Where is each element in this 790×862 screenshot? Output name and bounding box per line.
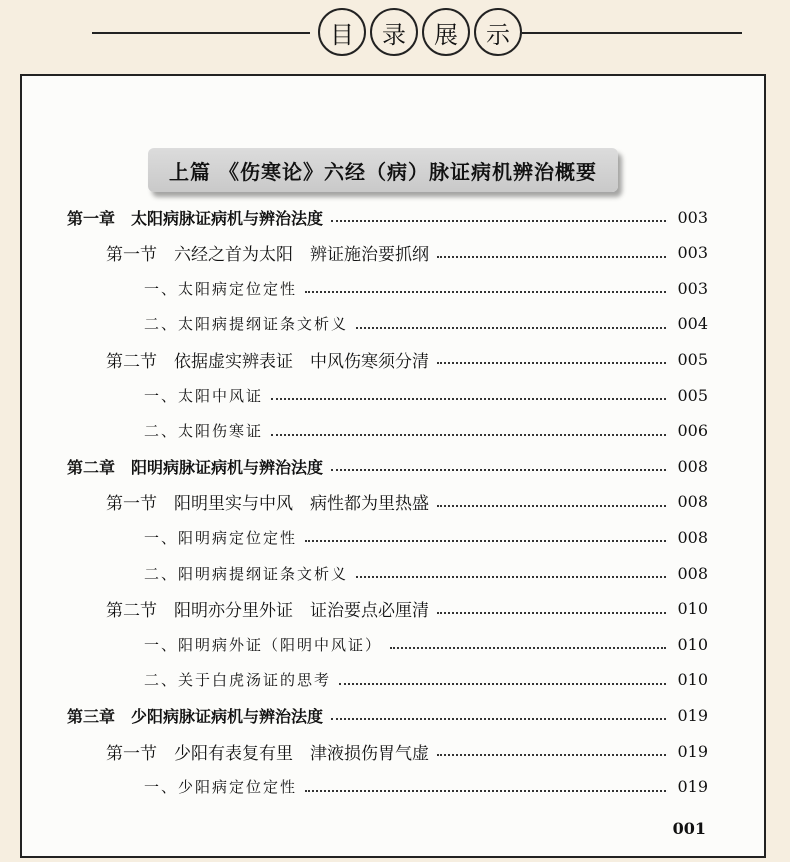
dot-leader	[437, 505, 666, 507]
toc-entry-page: 008	[677, 456, 708, 476]
toc-entry-page: 019	[677, 777, 708, 797]
toc-entry-label: 第二节 依据虚实辨表证 中风伤寒须分清	[106, 351, 429, 372]
part-title: 上篇 《伤寒论》六经（病）脉证病机辨治概要	[148, 148, 618, 192]
banner-char: 录	[370, 8, 418, 56]
page-number: 001	[672, 819, 706, 838]
toc-entry-page: 004	[677, 314, 708, 334]
toc-entry-item[interactable]	[144, 522, 708, 552]
toc-entry-page: 008	[677, 527, 708, 547]
toc-entry-label: 二、太阳伤寒证	[144, 422, 264, 441]
banner-char: 目	[318, 8, 366, 56]
toc-entry-label: 第一节 六经之首为太阳 辨证施治要抓纲	[106, 245, 429, 266]
toc-entry-page: 008	[677, 563, 708, 583]
banner-char: 示	[474, 8, 522, 56]
dot-leader	[331, 220, 666, 222]
toc-entry-section[interactable]	[106, 594, 708, 624]
dot-leader	[271, 398, 666, 400]
dot-leader	[305, 291, 666, 293]
catalog-banner	[0, 0, 790, 66]
toc-entry-page: 003	[677, 243, 708, 263]
toc-page	[20, 74, 766, 858]
toc-entry-label: 一、少阳病定位定性	[144, 778, 298, 797]
toc-entry-item[interactable]	[144, 558, 708, 588]
toc-entry-label: 二、太阳病提纲证条文析义	[144, 315, 349, 334]
toc-entry-section[interactable]	[106, 344, 708, 374]
toc-entry-chapter[interactable]	[67, 700, 708, 730]
dot-leader	[437, 256, 666, 258]
toc-entry-page: 003	[677, 278, 708, 298]
toc-entry-item[interactable]	[144, 629, 708, 659]
toc-entry-label: 第二节 阳明亦分里外证 证治要点必厘清	[106, 601, 429, 622]
dot-leader	[356, 327, 666, 329]
toc-entry-item[interactable]	[144, 665, 708, 695]
toc-entry-page: 010	[677, 599, 708, 619]
toc-entry-page: 019	[677, 705, 708, 725]
toc-entry-item[interactable]	[144, 380, 708, 410]
toc-entry-label: 一、太阳病定位定性	[144, 279, 298, 298]
toc-entry-page: 010	[677, 634, 708, 654]
toc-entry-label: 第二章 阳明病脉证病机与辨治法度	[67, 457, 324, 477]
dot-leader	[305, 790, 666, 792]
banner-rule-right	[522, 32, 742, 34]
banner-rule-left	[92, 32, 310, 34]
toc-entry-label: 第一章 太阳病脉证病机与辨治法度	[67, 208, 324, 228]
dot-leader	[305, 540, 666, 542]
dot-leader	[356, 576, 666, 578]
toc-entry-page: 019	[677, 741, 708, 761]
dot-leader	[331, 718, 666, 720]
toc-entry-section[interactable]	[106, 238, 708, 268]
toc-entry-page: 008	[677, 492, 708, 512]
toc-entry-label: 第三章 少阳病脉证病机与辨治法度	[67, 706, 324, 726]
toc-entry-item[interactable]	[144, 772, 708, 802]
banner-title	[318, 8, 522, 56]
toc-entry-page: 005	[677, 349, 708, 369]
toc-entry-item[interactable]	[144, 416, 708, 446]
toc-entry-label: 二、阳明病提纲证条文析义	[144, 564, 349, 583]
dot-leader	[271, 434, 666, 436]
dot-leader	[437, 362, 666, 364]
toc-entry-section[interactable]	[106, 736, 708, 766]
dot-leader	[331, 469, 666, 471]
toc-entry-page: 010	[677, 670, 708, 690]
dot-leader	[339, 683, 666, 685]
banner-char: 展	[422, 8, 470, 56]
toc-entry-label: 一、阳明病外证（阳明中风证）	[144, 635, 383, 654]
dot-leader	[437, 754, 666, 756]
toc-entry-chapter[interactable]	[67, 202, 708, 232]
toc-entry-item[interactable]	[144, 273, 708, 303]
dot-leader	[437, 612, 666, 614]
toc-entry-label: 第一节 少阳有表复有里 津液损伤胃气虚	[106, 743, 429, 764]
toc-entry-chapter[interactable]	[67, 451, 708, 481]
toc-entry-label: 第一节 阳明里实与中风 病性都为里热盛	[106, 494, 429, 515]
toc-entry-page: 005	[677, 385, 708, 405]
toc-entry-label: 一、太阳中风证	[144, 386, 264, 405]
dot-leader	[390, 647, 666, 649]
toc-entry-label: 一、阳明病定位定性	[144, 528, 298, 547]
toc-entry-section[interactable]	[106, 487, 708, 517]
toc-entry-page: 006	[677, 421, 708, 441]
toc-entry-label: 二、关于白虎汤证的思考	[144, 671, 332, 690]
toc-entry-page: 003	[677, 207, 708, 227]
toc-entry-item[interactable]	[144, 309, 708, 339]
